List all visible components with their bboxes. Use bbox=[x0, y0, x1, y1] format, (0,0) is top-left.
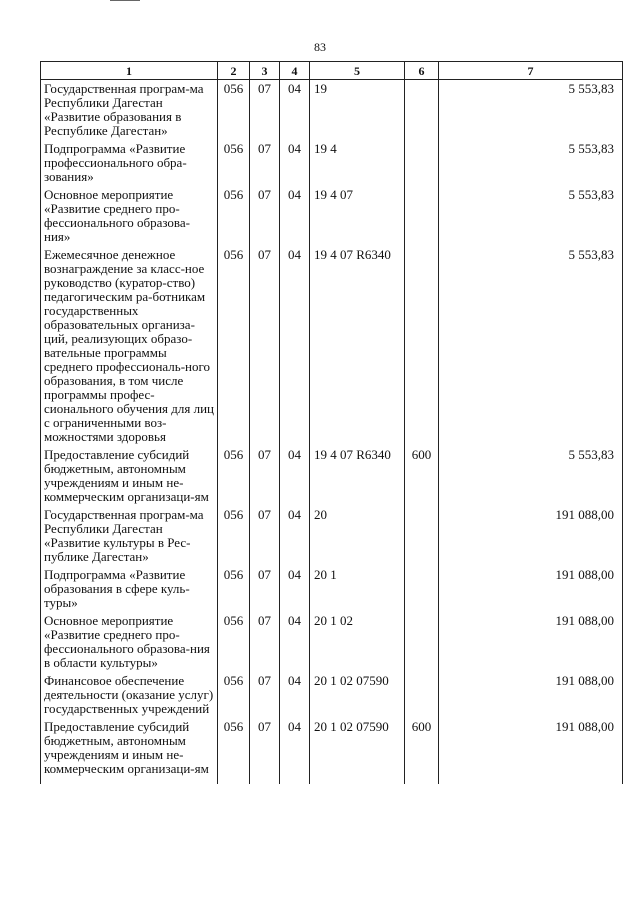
row-col6 bbox=[405, 610, 439, 670]
row-col6 bbox=[405, 244, 439, 444]
row-name: Финансовое обеспечение деятельности (оказание услуг) государственных учреждений bbox=[41, 670, 218, 716]
column-header: 4 bbox=[280, 62, 310, 80]
row-col4: 04 bbox=[280, 138, 310, 184]
column-header: 3 bbox=[250, 62, 280, 80]
row-col3: 07 bbox=[250, 138, 280, 184]
row-col6 bbox=[405, 184, 439, 244]
column-header: 7 bbox=[439, 62, 623, 80]
row-col2: 056 bbox=[218, 444, 250, 504]
row-col6 bbox=[405, 504, 439, 564]
table-row bbox=[41, 670, 623, 716]
row-code: 20 1 02 07590 bbox=[310, 670, 405, 716]
row-col3: 07 bbox=[250, 244, 280, 444]
row-name: Ежемесячное денежное вознаграждение за класс-ное руководство (куратор-ство) педагогическим ра-ботникам государственных образовательных организа-ций, реализующих образо-вательные программы среднего профессиональ-ного образования, в том числе программы профес-сионального обучения для лиц с ограниченными воз-можностями здоровья bbox=[41, 244, 218, 444]
row-name: Подпрограмма «Развитие профессионального обра-зования» bbox=[41, 138, 218, 184]
row-col4: 04 bbox=[280, 564, 310, 610]
row-code: 20 1 02 bbox=[310, 610, 405, 670]
row-col4: 04 bbox=[280, 80, 310, 139]
row-col3: 07 bbox=[250, 444, 280, 504]
row-col2: 056 bbox=[218, 184, 250, 244]
row-code: 19 4 07 bbox=[310, 184, 405, 244]
row-col2: 056 bbox=[218, 80, 250, 139]
row-col6: 600 bbox=[405, 716, 439, 784]
table-row bbox=[41, 138, 623, 184]
row-col4: 04 bbox=[280, 670, 310, 716]
column-header: 5 bbox=[310, 62, 405, 80]
table-row bbox=[41, 610, 623, 670]
row-col6 bbox=[405, 670, 439, 716]
row-code: 20 1 02 07590 bbox=[310, 716, 405, 784]
row-sum: 191 088,00 bbox=[439, 716, 623, 784]
table-row bbox=[41, 444, 623, 504]
row-name: Основное мероприятие «Развитие среднего про-фессионального образова-ния» bbox=[41, 184, 218, 244]
header-row bbox=[41, 62, 623, 80]
row-sum: 191 088,00 bbox=[439, 504, 623, 564]
top-edge-line bbox=[110, 0, 140, 1]
table-row bbox=[41, 564, 623, 610]
row-sum: 5 553,83 bbox=[439, 244, 623, 444]
row-name: Предоставление субсидий бюджетным, автономным учреждениям и иным не-коммерческим организаци-ям bbox=[41, 444, 218, 504]
row-col3: 07 bbox=[250, 504, 280, 564]
row-col4: 04 bbox=[280, 610, 310, 670]
row-code: 20 bbox=[310, 504, 405, 564]
table-body bbox=[41, 80, 623, 785]
row-col4: 04 bbox=[280, 444, 310, 504]
row-sum: 191 088,00 bbox=[439, 564, 623, 610]
budget-table bbox=[40, 61, 623, 784]
row-code: 19 4 07 R6340 bbox=[310, 444, 405, 504]
row-col3: 07 bbox=[250, 610, 280, 670]
column-header: 1 bbox=[41, 62, 218, 80]
row-sum: 5 553,83 bbox=[439, 138, 623, 184]
row-sum: 191 088,00 bbox=[439, 670, 623, 716]
row-col4: 04 bbox=[280, 244, 310, 444]
column-header: 6 bbox=[405, 62, 439, 80]
row-code: 19 bbox=[310, 80, 405, 139]
row-col3: 07 bbox=[250, 184, 280, 244]
row-col6 bbox=[405, 80, 439, 139]
table-row bbox=[41, 504, 623, 564]
table-row bbox=[41, 244, 623, 444]
row-code: 19 4 07 R6340 bbox=[310, 244, 405, 444]
row-col2: 056 bbox=[218, 564, 250, 610]
row-col3: 07 bbox=[250, 670, 280, 716]
row-name: Подпрограмма «Развитие образования в сфере куль-туры» bbox=[41, 564, 218, 610]
row-col2: 056 bbox=[218, 504, 250, 564]
row-sum: 5 553,83 bbox=[439, 80, 623, 139]
row-name: Государственная програм-ма Республики Дагестан «Развитие культуры в Рес-публике Дагестан» bbox=[41, 504, 218, 564]
row-col2: 056 bbox=[218, 244, 250, 444]
row-code: 19 4 bbox=[310, 138, 405, 184]
row-col4: 04 bbox=[280, 716, 310, 784]
row-name: Государственная програм-ма Республики Дагестан «Развитие образования в Республике Дагестан» bbox=[41, 80, 218, 139]
row-col6 bbox=[405, 138, 439, 184]
row-col6: 600 bbox=[405, 444, 439, 504]
row-col3: 07 bbox=[250, 716, 280, 784]
row-col3: 07 bbox=[250, 564, 280, 610]
row-name: Основное мероприятие «Развитие среднего про-фессионального образова-ния в области культуры» bbox=[41, 610, 218, 670]
row-col2: 056 bbox=[218, 670, 250, 716]
table-row bbox=[41, 184, 623, 244]
table-header bbox=[41, 62, 623, 80]
row-code: 20 1 bbox=[310, 564, 405, 610]
row-col2: 056 bbox=[218, 610, 250, 670]
row-col3: 07 bbox=[250, 80, 280, 139]
column-header: 2 bbox=[218, 62, 250, 80]
table-row bbox=[41, 80, 623, 139]
row-col2: 056 bbox=[218, 138, 250, 184]
row-col6 bbox=[405, 564, 439, 610]
row-col2: 056 bbox=[218, 716, 250, 784]
table-row bbox=[41, 716, 623, 784]
row-col4: 04 bbox=[280, 184, 310, 244]
row-sum: 5 553,83 bbox=[439, 184, 623, 244]
row-col4: 04 bbox=[280, 504, 310, 564]
row-sum: 191 088,00 bbox=[439, 610, 623, 670]
page-number: 83 bbox=[314, 40, 326, 54]
row-name: Предоставление субсидий бюджетным, автономным учреждениям и иным не-коммерческим организаци-ям bbox=[41, 716, 218, 784]
row-sum: 5 553,83 bbox=[439, 444, 623, 504]
